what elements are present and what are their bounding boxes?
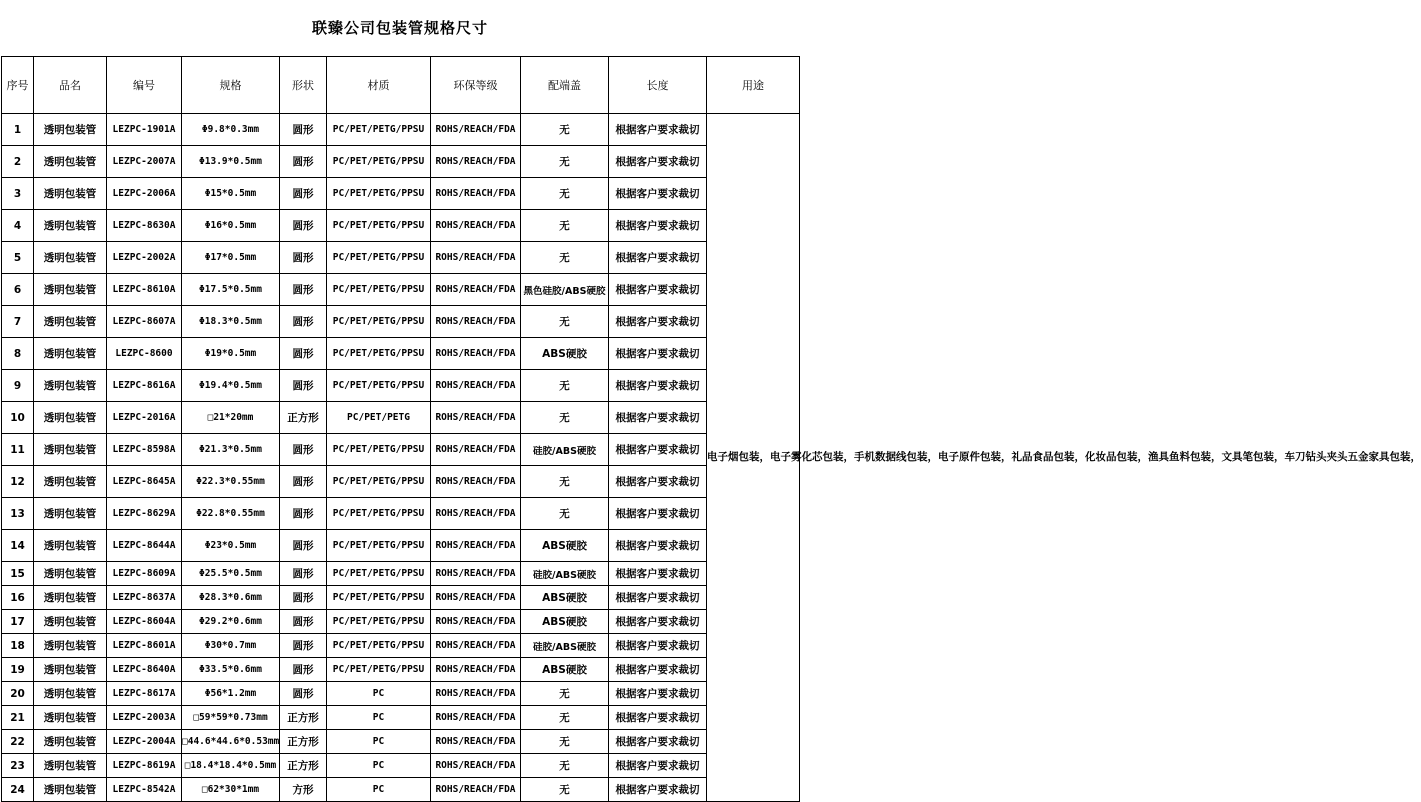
cell-no: 15	[2, 562, 34, 586]
cell-code: LEZPC-2007A	[107, 146, 182, 178]
cell-length: 根据客户要求裁切	[609, 210, 707, 242]
table-row	[2, 754, 800, 778]
page-title: 联臻公司包装管规格尺寸	[311, 19, 488, 37]
cell-no: 6	[2, 274, 34, 306]
cell-shape: 圆形	[280, 562, 327, 586]
cell-grade: ROHS/REACH/FDA	[431, 530, 521, 562]
cell-cap: 无	[521, 730, 609, 754]
cell-shape: 圆形	[280, 434, 327, 466]
table-row	[2, 706, 800, 730]
header-cell-grade: 环保等级	[431, 57, 521, 114]
cell-length: 根据客户要求裁切	[609, 242, 707, 274]
cell-shape: 圆形	[280, 338, 327, 370]
cell-code: LEZPC-8637A	[107, 586, 182, 610]
cell-length: 根据客户要求裁切	[609, 610, 707, 634]
cell-grade: ROHS/REACH/FDA	[431, 498, 521, 530]
cell-code: LEZPC-8644A	[107, 530, 182, 562]
cell-cap: ABS硬胶	[521, 586, 609, 610]
table-row	[2, 682, 800, 706]
cell-no: 16	[2, 586, 34, 610]
cell-material: PC	[327, 682, 431, 706]
cell-grade: ROHS/REACH/FDA	[431, 658, 521, 682]
cell-no: 17	[2, 610, 34, 634]
cell-spec: □18.4*18.4*0.5mm	[182, 754, 280, 778]
cell-length: 根据客户要求裁切	[609, 306, 707, 338]
cell-length: 根据客户要求裁切	[609, 778, 707, 802]
cell-cap: 硅胶/ABS硬胶	[521, 562, 609, 586]
cell-length: 根据客户要求裁切	[609, 634, 707, 658]
cell-length: 根据客户要求裁切	[609, 466, 707, 498]
cell-no: 10	[2, 402, 34, 434]
cell-code: LEZPC-2003A	[107, 706, 182, 730]
table-row	[2, 434, 800, 466]
header-cell-spec: 规格	[182, 57, 280, 114]
cell-grade: ROHS/REACH/FDA	[431, 402, 521, 434]
cell-no: 19	[2, 658, 34, 682]
cell-grade: ROHS/REACH/FDA	[431, 706, 521, 730]
cell-spec: Φ25.5*0.5mm	[182, 562, 280, 586]
cell-shape: 圆形	[280, 498, 327, 530]
cell-grade: ROHS/REACH/FDA	[431, 370, 521, 402]
cell-no: 5	[2, 242, 34, 274]
cell-material: PC/PET/PETG/PPSU	[327, 178, 431, 210]
cell-cap: 无	[521, 146, 609, 178]
cell-cap: 无	[521, 306, 609, 338]
cell-shape: 正方形	[280, 706, 327, 730]
cell-name: 透明包装管	[34, 210, 107, 242]
header-cell-usage: 用途	[707, 57, 800, 114]
table-row	[2, 338, 800, 370]
table-row	[2, 586, 800, 610]
cell-spec: Φ29.2*0.6mm	[182, 610, 280, 634]
cell-no: 3	[2, 178, 34, 210]
cell-no: 13	[2, 498, 34, 530]
cell-length: 根据客户要求裁切	[609, 146, 707, 178]
usage-cell: 电子烟包装，电子雾化芯包装，手机数据线包装，电子原件包装，礼品食品包装，化妆品包装，渔具鱼料包装，文具笔包装，车刀钻头夹头五金家具包装，	[707, 114, 800, 802]
cell-spec: Φ22.3*0.55mm	[182, 466, 280, 498]
cell-cap: 无	[521, 178, 609, 210]
cell-name: 透明包装管	[34, 658, 107, 682]
cell-material: PC/PET/PETG/PPSU	[327, 114, 431, 146]
cell-name: 透明包装管	[34, 114, 107, 146]
table-row	[2, 466, 800, 498]
cell-grade: ROHS/REACH/FDA	[431, 178, 521, 210]
cell-cap: 无	[521, 706, 609, 730]
cell-shape: 圆形	[280, 274, 327, 306]
cell-no: 21	[2, 706, 34, 730]
cell-name: 透明包装管	[34, 402, 107, 434]
cell-grade: ROHS/REACH/FDA	[431, 562, 521, 586]
cell-material: PC	[327, 706, 431, 730]
table-row	[2, 778, 800, 802]
cell-shape: 正方形	[280, 402, 327, 434]
cell-no: 20	[2, 682, 34, 706]
cell-no: 11	[2, 434, 34, 466]
cell-length: 根据客户要求裁切	[609, 370, 707, 402]
table-body	[2, 114, 1421, 802]
cell-name: 透明包装管	[34, 562, 107, 586]
cell-length: 根据客户要求裁切	[609, 114, 707, 146]
cell-cap: 无	[521, 778, 609, 802]
cell-material: PC/PET/PETG/PPSU	[327, 610, 431, 634]
cell-spec: Φ22.8*0.55mm	[182, 498, 280, 530]
cell-shape: 圆形	[280, 530, 327, 562]
cell-grade: ROHS/REACH/FDA	[431, 754, 521, 778]
cell-code: LEZPC-8629A	[107, 498, 182, 530]
cell-name: 透明包装管	[34, 586, 107, 610]
cell-length: 根据客户要求裁切	[609, 402, 707, 434]
table-row	[2, 210, 800, 242]
cell-no: 1	[2, 114, 34, 146]
cell-code: LEZPC-8601A	[107, 634, 182, 658]
cell-grade: ROHS/REACH/FDA	[431, 466, 521, 498]
cell-spec: Φ56*1.2mm	[182, 682, 280, 706]
cell-code: LEZPC-8616A	[107, 370, 182, 402]
cell-name: 透明包装管	[34, 530, 107, 562]
cell-cap: 无	[521, 682, 609, 706]
cell-material: PC/PET/PETG/PPSU	[327, 498, 431, 530]
cell-material: PC/PET/PETG/PPSU	[327, 210, 431, 242]
cell-shape: 正方形	[280, 730, 327, 754]
cell-material: PC/PET/PETG/PPSU	[327, 146, 431, 178]
cell-code: LEZPC-8617A	[107, 682, 182, 706]
cell-code: LEZPC-8610A	[107, 274, 182, 306]
cell-name: 透明包装管	[34, 274, 107, 306]
cell-material: PC/PET/PETG/PPSU	[327, 658, 431, 682]
cell-length: 根据客户要求裁切	[609, 730, 707, 754]
cell-length: 根据客户要求裁切	[609, 530, 707, 562]
cell-shape: 圆形	[280, 682, 327, 706]
cell-spec: Φ30*0.7mm	[182, 634, 280, 658]
cell-shape: 正方形	[280, 754, 327, 778]
table-row	[2, 498, 800, 530]
cell-grade: ROHS/REACH/FDA	[431, 434, 521, 466]
cell-cap: 无	[521, 370, 609, 402]
cell-no: 4	[2, 210, 34, 242]
cell-name: 透明包装管	[34, 466, 107, 498]
cell-code: LEZPC-8600	[107, 338, 182, 370]
cell-material: PC/PET/PETG/PPSU	[327, 530, 431, 562]
cell-shape: 圆形	[280, 306, 327, 338]
cell-name: 透明包装管	[34, 778, 107, 802]
cell-spec: Φ15*0.5mm	[182, 178, 280, 210]
cell-length: 根据客户要求裁切	[609, 682, 707, 706]
cell-cap: 无	[521, 242, 609, 274]
table-row	[2, 730, 800, 754]
cell-name: 透明包装管	[34, 682, 107, 706]
table-row	[2, 610, 800, 634]
cell-code: LEZPC-8604A	[107, 610, 182, 634]
cell-code: LEZPC-2016A	[107, 402, 182, 434]
cell-shape: 圆形	[280, 114, 327, 146]
cell-material: PC/PET/PETG/PPSU	[327, 370, 431, 402]
cell-grade: ROHS/REACH/FDA	[431, 682, 521, 706]
cell-code: LEZPC-8609A	[107, 562, 182, 586]
cell-material: PC/PET/PETG	[327, 402, 431, 434]
cell-grade: ROHS/REACH/FDA	[431, 114, 521, 146]
cell-spec: Φ33.5*0.6mm	[182, 658, 280, 682]
cell-length: 根据客户要求裁切	[609, 586, 707, 610]
table-row	[2, 242, 800, 274]
cell-material: PC/PET/PETG/PPSU	[327, 466, 431, 498]
cell-name: 透明包装管	[34, 434, 107, 466]
header-cell-material: 材质	[327, 57, 431, 114]
cell-code: LEZPC-8640A	[107, 658, 182, 682]
spec-table	[1, 56, 1421, 802]
cell-code: LEZPC-2006A	[107, 178, 182, 210]
cell-name: 透明包装管	[34, 706, 107, 730]
cell-name: 透明包装管	[34, 146, 107, 178]
cell-shape: 圆形	[280, 586, 327, 610]
cell-shape: 圆形	[280, 178, 327, 210]
cell-spec: Φ19.4*0.5mm	[182, 370, 280, 402]
cell-name: 透明包装管	[34, 610, 107, 634]
cell-material: PC	[327, 730, 431, 754]
cell-code: LEZPC-8607A	[107, 306, 182, 338]
cell-code: LEZPC-1901A	[107, 114, 182, 146]
cell-length: 根据客户要求裁切	[609, 338, 707, 370]
cell-length: 根据客户要求裁切	[609, 178, 707, 210]
cell-name: 透明包装管	[34, 370, 107, 402]
cell-no: 24	[2, 778, 34, 802]
cell-cap: 无	[521, 402, 609, 434]
cell-cap: ABS硬胶	[521, 338, 609, 370]
cell-cap: ABS硬胶	[521, 658, 609, 682]
cell-spec: Φ17*0.5mm	[182, 242, 280, 274]
cell-no: 9	[2, 370, 34, 402]
cell-length: 根据客户要求裁切	[609, 754, 707, 778]
cell-name: 透明包装管	[34, 338, 107, 370]
table-row	[2, 658, 800, 682]
cell-shape: 圆形	[280, 634, 327, 658]
cell-name: 透明包装管	[34, 242, 107, 274]
cell-length: 根据客户要求裁切	[609, 498, 707, 530]
cell-no: 7	[2, 306, 34, 338]
cell-grade: ROHS/REACH/FDA	[431, 730, 521, 754]
cell-spec: Φ21.3*0.5mm	[182, 434, 280, 466]
cell-spec: □59*59*0.73mm	[182, 706, 280, 730]
cell-length: 根据客户要求裁切	[609, 706, 707, 730]
cell-cap: 无	[521, 498, 609, 530]
cell-length: 根据客户要求裁切	[609, 434, 707, 466]
cell-cap: 无	[521, 466, 609, 498]
cell-spec: Φ9.8*0.3mm	[182, 114, 280, 146]
cell-name: 透明包装管	[34, 178, 107, 210]
cell-shape: 圆形	[280, 210, 327, 242]
header-cell-length: 长度	[609, 57, 707, 114]
cell-cap: 无	[521, 754, 609, 778]
cell-shape: 方形	[280, 778, 327, 802]
cell-grade: ROHS/REACH/FDA	[431, 586, 521, 610]
cell-name: 透明包装管	[34, 306, 107, 338]
table-row	[2, 306, 800, 338]
cell-material: PC	[327, 778, 431, 802]
cell-material: PC/PET/PETG/PPSU	[327, 586, 431, 610]
cell-no: 18	[2, 634, 34, 658]
cell-no: 23	[2, 754, 34, 778]
cell-shape: 圆形	[280, 658, 327, 682]
cell-shape: 圆形	[280, 466, 327, 498]
cell-cap: ABS硬胶	[521, 610, 609, 634]
cell-spec: Φ23*0.5mm	[182, 530, 280, 562]
cell-grade: ROHS/REACH/FDA	[431, 306, 521, 338]
table-row	[2, 114, 800, 146]
cell-cap: 无	[521, 114, 609, 146]
cell-cap: 硅胶/ABS硬胶	[521, 434, 609, 466]
cell-grade: ROHS/REACH/FDA	[431, 634, 521, 658]
cell-shape: 圆形	[280, 610, 327, 634]
cell-code: LEZPC-8645A	[107, 466, 182, 498]
cell-grade: ROHS/REACH/FDA	[431, 274, 521, 306]
cell-material: PC/PET/PETG/PPSU	[327, 274, 431, 306]
cell-no: 2	[2, 146, 34, 178]
cell-spec: Φ28.3*0.6mm	[182, 586, 280, 610]
cell-code: LEZPC-8598A	[107, 434, 182, 466]
header-cell-cap: 配端盖	[521, 57, 609, 114]
table-row	[2, 562, 800, 586]
header-cell-name: 品名	[34, 57, 107, 114]
cell-name: 透明包装管	[34, 498, 107, 530]
cell-spec: Φ19*0.5mm	[182, 338, 280, 370]
cell-spec: Φ17.5*0.5mm	[182, 274, 280, 306]
cell-cap: 黑色硅胶/ABS硬胶	[521, 274, 609, 306]
cell-grade: ROHS/REACH/FDA	[431, 242, 521, 274]
cell-code: LEZPC-8619A	[107, 754, 182, 778]
cell-code: LEZPC-8630A	[107, 210, 182, 242]
cell-material: PC/PET/PETG/PPSU	[327, 338, 431, 370]
cell-shape: 圆形	[280, 146, 327, 178]
table-row	[2, 274, 800, 306]
cell-spec: □44.6*44.6*0.53mm	[182, 730, 280, 754]
cell-code: LEZPC-2004A	[107, 730, 182, 754]
table-header-row	[2, 57, 800, 114]
cell-grade: ROHS/REACH/FDA	[431, 210, 521, 242]
cell-material: PC/PET/PETG/PPSU	[327, 634, 431, 658]
cell-grade: ROHS/REACH/FDA	[431, 778, 521, 802]
table-row	[2, 370, 800, 402]
cell-spec: Φ16*0.5mm	[182, 210, 280, 242]
table-row	[2, 634, 800, 658]
cell-material: PC/PET/PETG/PPSU	[327, 242, 431, 274]
cell-length: 根据客户要求裁切	[609, 562, 707, 586]
cell-code: LEZPC-8542A	[107, 778, 182, 802]
table-row	[2, 402, 800, 434]
cell-material: PC/PET/PETG/PPSU	[327, 434, 431, 466]
cell-cap: ABS硬胶	[521, 530, 609, 562]
header-cell-code: 编号	[107, 57, 182, 114]
cell-code: LEZPC-2002A	[107, 242, 182, 274]
cell-no: 14	[2, 530, 34, 562]
cell-no: 12	[2, 466, 34, 498]
cell-grade: ROHS/REACH/FDA	[431, 146, 521, 178]
cell-name: 透明包装管	[34, 754, 107, 778]
cell-cap: 无	[521, 210, 609, 242]
cell-shape: 圆形	[280, 370, 327, 402]
cell-name: 透明包装管	[34, 730, 107, 754]
cell-grade: ROHS/REACH/FDA	[431, 338, 521, 370]
cell-cap: 硅胶/ABS硬胶	[521, 634, 609, 658]
header-cell-shape: 形状	[280, 57, 327, 114]
cell-no: 8	[2, 338, 34, 370]
cell-spec: Φ13.9*0.5mm	[182, 146, 280, 178]
header-cell-no: 序号	[2, 57, 34, 114]
cell-material: PC/PET/PETG/PPSU	[327, 562, 431, 586]
cell-material: PC/PET/PETG/PPSU	[327, 306, 431, 338]
cell-no: 22	[2, 730, 34, 754]
cell-shape: 圆形	[280, 242, 327, 274]
cell-material: PC	[327, 754, 431, 778]
table-row	[2, 178, 800, 210]
cell-grade: ROHS/REACH/FDA	[431, 610, 521, 634]
cell-spec: □21*20mm	[182, 402, 280, 434]
cell-spec: Φ18.3*0.5mm	[182, 306, 280, 338]
cell-length: 根据客户要求裁切	[609, 658, 707, 682]
cell-spec: □62*30*1mm	[182, 778, 280, 802]
table-row	[2, 146, 800, 178]
cell-name: 透明包装管	[34, 634, 107, 658]
table-row	[2, 530, 800, 562]
cell-length: 根据客户要求裁切	[609, 274, 707, 306]
